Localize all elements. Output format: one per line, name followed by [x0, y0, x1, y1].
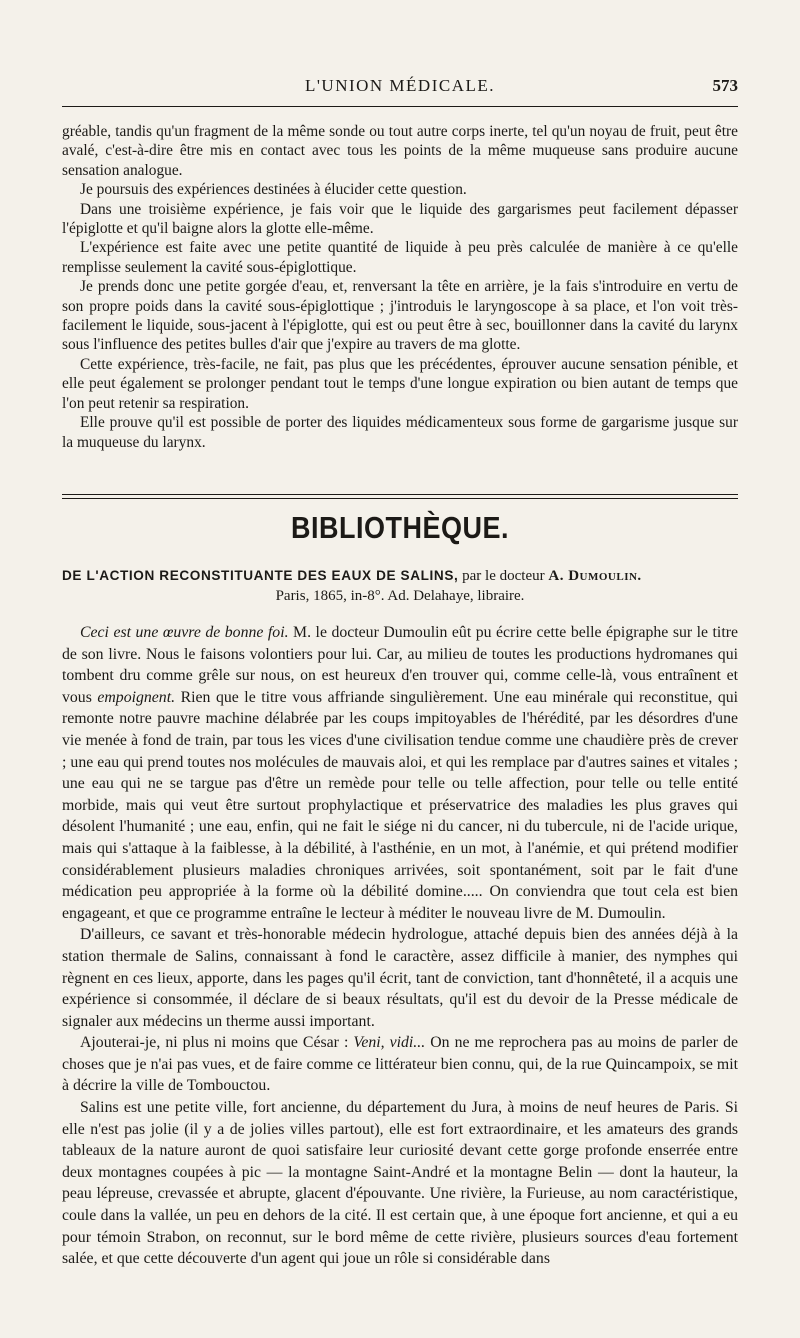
- book-reference: [62, 566, 738, 606]
- book-review: [62, 622, 738, 1270]
- book-author: A. Dumoulin.: [548, 568, 642, 584]
- page-number: 573: [712, 76, 738, 95]
- section-divider: [62, 494, 738, 499]
- paragraph-text: M. le docteur Dumoulin eût pu écrire cette belle épigraphe sur le titre de son livre. Nous le faisons volontiers pour lui. Car, au milieu de toutes les productions hydromanes qui tombent dru comme grêle sur nous, on est heureux d'en trouver qui, comme celle-là, vous entraînent et vous: [62, 624, 738, 706]
- paragraph: Dans une troisième expérience, je fais voir que le liquide des gargarismes peut facilement dépasser l'épiglotte et qu'il baigne alors la glotte elle-même.: [62, 200, 738, 238]
- paragraph-text: Rien que le titre vous affriande singulièrement. Une eau minérale qui reconstitue, qui remonte notre pauvre machine délabrée par les coups impitoyables de l'hérédité, par les désordres d'une vie menée à fond de train, par tous les vices d'une civilisation tendue comme une chaudière près de crever ; une eau qui prend toutes nos molécules de mauvais aloi, et qui les remplace par d'autres saines et vitales ; une eau qui ne se targue pas d'être un remède pour telle ou telle affection, pour telle ou telle entité morbide, mais qui veut être surtout prophylactique et préservatrice des maladies les plus graves qui désolent l'humanité ; une eau, enfin, qui ne fait le siége ni du cancer, ni du tubercule, ni de l'acide urique, mais qui s'attaque à la faiblesse, à la débilité, à l'asthénie, en un mot, à l'anémie, et qui prétend modifier considérablement plusieurs maladies chroniques arrivées, soit spontanément, soit par le fait d'une médication peu appropriée à la forme où la débilité domine..... On conviendra que tout cela est bien engageant, et que ce programme entraîne le lecteur à méditer le nouveau livre de M. Dumoulin.: [62, 688, 739, 922]
- book-ref-line-1: [62, 566, 738, 586]
- running-title: L'UNION MÉDICALE.: [304, 76, 496, 95]
- latin-quote: Veni, vidi...: [353, 1034, 426, 1052]
- section-title: BIBLIOTHÈQUE.: [290, 511, 509, 545]
- epigraph: Ceci est une œuvre de bonne foi.: [80, 624, 289, 641]
- paragraph-text: On ne me reprochera pas au moins de parler de choses que je n'ai pas vues, et de faire comme ce littérateur bien connu, qui, de la rue Quincampoix, se mit à décrire la ville de Tombouctou.: [62, 1034, 739, 1095]
- paragraph: Je prends donc une petite gorgée d'eau, et, renversant la tête en arrière, je la fais s'introduire en vertu de son propre poids dans la cavité sous-épiglottique ; j'introduis le laryngoscope à sa place, et l'on voit très-facilement le liquide, sous-jacent à l'épiglotte, qui est ou peut être à sec, bouillonner dans la cavité du larynx sous l'influence des petites bulles d'air que j'expire au travers de ma glotte.: [62, 278, 738, 354]
- paragraph: Salins est une petite ville, fort ancienne, du département du Jura, à moins de neuf heures de Paris. Si elle n'est pas jolie (il y a de jolies villes partout), elle est fort extraordinaire, et les amateurs des grands tableaux de la nature auront de quoi satisfaire leur curiosité devant cette gorge profonde enserrée entre deux montagnes coupées à pic — la montagne Saint-André et la montagne Belin — dont la hauteur, la peau lépreuse, crevassée et abrupte, glacent d'épouvante. Une rivière, la Furieuse, au nom caractéristique, coule dans la vallée, un peu en dehors de la cité. Il est certain que, à une époque fort ancienne, et qui a eu pour témoin Strabon, on reconnut, sur le bord même de cette rivière, plusieurs sources d'eau fortement salée, et que cette découverte d'un agent qui joue un rôle si considérable dans: [62, 1099, 738, 1268]
- paragraph-text: Ajouterai-je, ni plus ni moins que César :: [80, 1034, 349, 1052]
- book-details: Paris, 1865, in-8°. Ad. Delahaye, libraire.: [275, 588, 525, 604]
- paragraph: L'expérience est faite avec une petite quantité de liquide à peu près calculée de manière à ce qu'elle remplisse seulement la cavité sous-épiglottique.: [62, 239, 738, 276]
- italic-word: empoignent.: [97, 688, 176, 706]
- paragraph: [62, 1032, 738, 1097]
- book-title: DE L'ACTION RECONSTITUANTE DES EAUX DE SALINS,: [62, 568, 459, 583]
- book-by: par le docteur: [462, 568, 545, 584]
- paragraph: gréable, tandis qu'un fragment de la même sonde ou tout autre corps inerte, tel qu'un noyau de fruit, peut être avalé, c'est-à-dire être mis en contact avec tous les points de la même muqueuse sans produire aucune sensation analogue.: [62, 123, 738, 179]
- paragraph: Elle prouve qu'il est possible de porter des liquides médicamenteux sous forme de gargarisme jusque sur la muqueuse du larynx.: [62, 414, 738, 451]
- paragraph: [62, 622, 738, 924]
- paragraph: Je poursuis des expériences destinées à élucider cette question.: [80, 181, 467, 199]
- article-continuation: [62, 122, 738, 452]
- header-rule: [62, 106, 738, 107]
- paragraph: Cette expérience, très-facile, ne fait, pas plus que les précédentes, éprouver aucune sensation pénible, et elle peut également se prolonger pendant tout le temps d'une longue expiration ou bien autant de temps que l'on peut retenir sa respiration.: [62, 355, 738, 412]
- paragraph: D'ailleurs, ce savant et très-honorable médecin hydrologue, attaché depuis bien des années déjà à la station thermale de Salins, connaissant à fond le caractère, assez difficile à manier, des nymphes qui règnent en ces lieux, apporte, dans les pages qu'il écrit, tant de conviction, tant d'honnêteté, il a acquis une expérience si consommée, il déclare de si beaux résultats, qu'il est du devoir de la Presse médicale de signaler aux médecins un therme aussi important.: [62, 926, 738, 1030]
- page-header: [62, 76, 738, 100]
